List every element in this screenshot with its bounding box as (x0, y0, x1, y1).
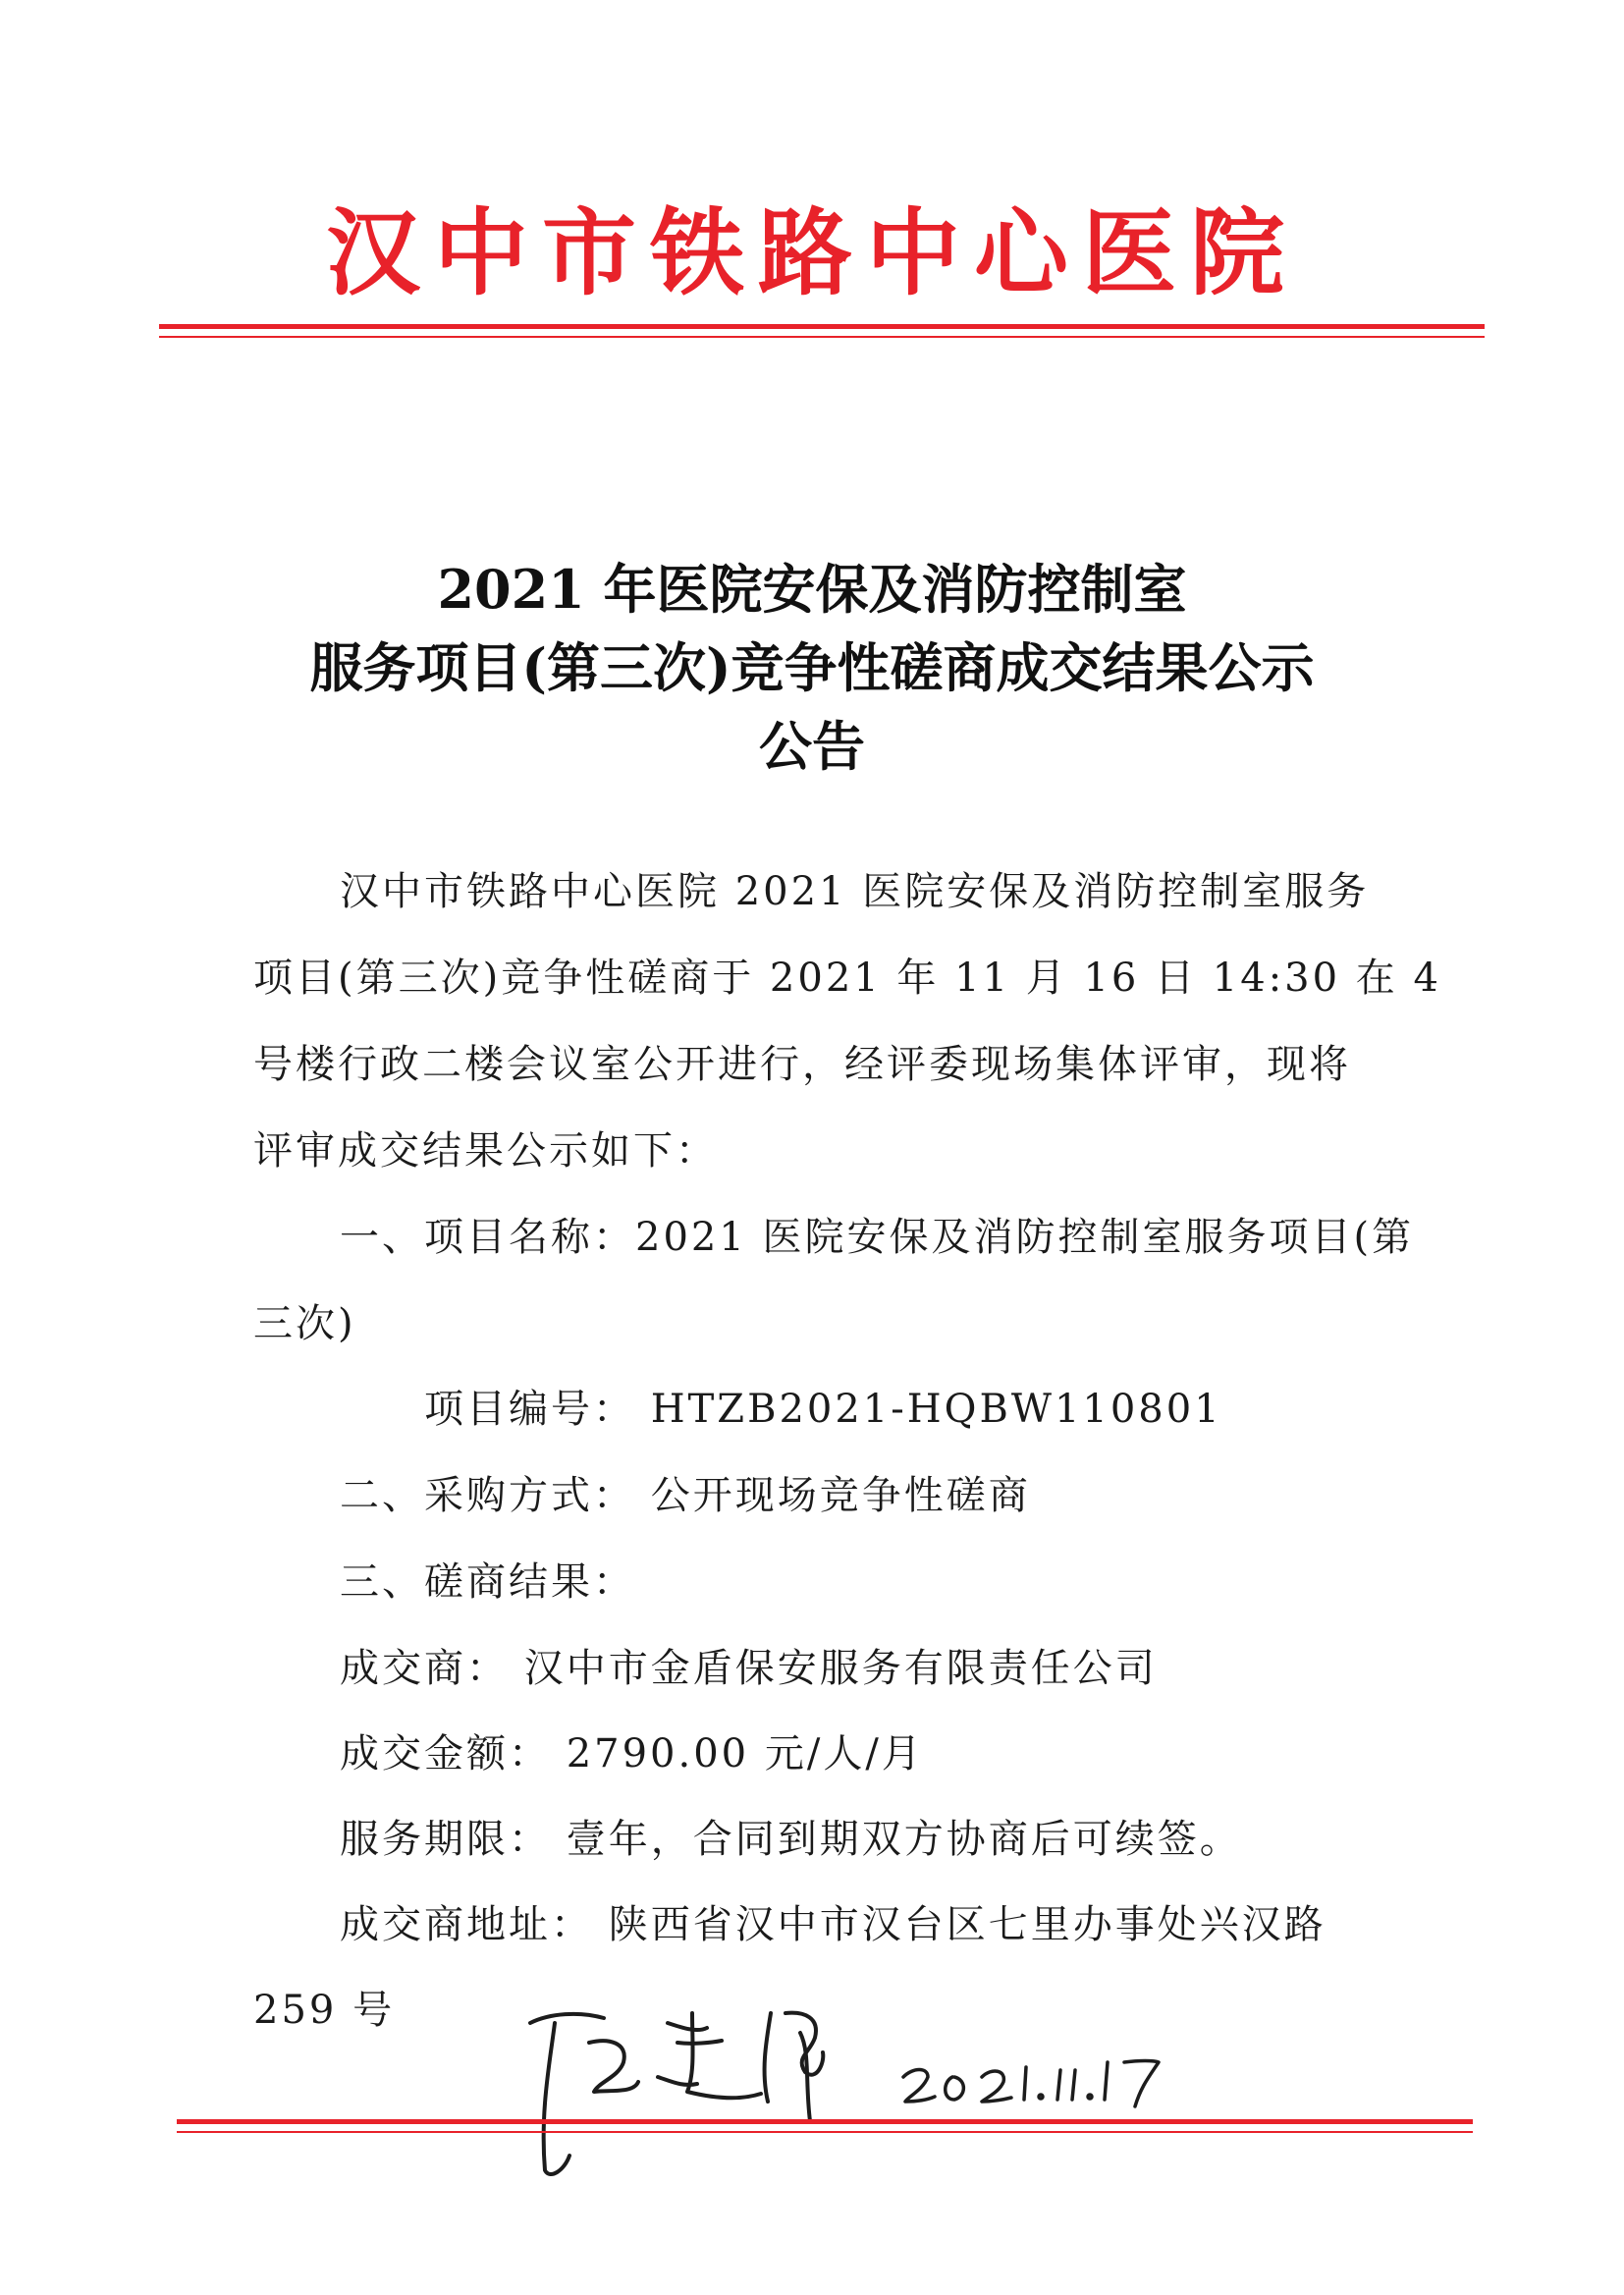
intro-line-4: 评审成交结果公示如下： (253, 1128, 718, 1174)
item-procurement-method: 二、采购方式： 公开现场竞争性磋商 (340, 1473, 1031, 1518)
intro-line-1: 汉中市铁路中心医院 2021 医院安保及消防控制室服务 (340, 869, 1370, 914)
item-project-name-line-1: 一、项目名称：2021 医院安保及消防控制室服务项目(第 (340, 1215, 1415, 1260)
letterhead-rule-thin (159, 336, 1485, 338)
footer-rule-thick (177, 2119, 1473, 2124)
handwritten-signature (511, 1984, 1218, 2200)
announcement-title (0, 550, 1624, 786)
winning-vendor: 成交商： 汉中市金盾保安服务有限责任公司 (340, 1646, 1158, 1691)
intro-line-2: 项目(第三次)竞争性磋商于 2021 年 11 月 16 日 14:30 在 4 (253, 956, 1441, 1001)
service-term: 服务期限： 壹年，合同到期双方协商后可续签。 (340, 1817, 1242, 1862)
item-results-heading: 三、磋商结果： (340, 1559, 635, 1605)
project-number: 项目编号： HTZB2021-HQBW110801 (424, 1387, 1222, 1432)
item-project-name-line-2: 三次) (253, 1301, 356, 1346)
intro-line-3: 号楼行政二楼会议室公开进行，经评委现场集体评审，现将 (253, 1042, 1351, 1087)
letterhead-title: 汉中市铁路中心医院 (326, 197, 1298, 308)
title-line-2: 服务项目(第三次)竞争性磋商成交结果公示 (309, 636, 1315, 699)
vendor-address-line-2: 259 号 (253, 1988, 396, 2033)
letterhead-rule-thick (159, 324, 1485, 329)
title-line-3: 公告 (759, 715, 865, 778)
vendor-address-line-1: 成交商地址： 陕西省汉中市汉台区七里办事处兴汉路 (340, 1902, 1326, 1947)
footer-rule-thin (177, 2131, 1473, 2133)
contract-amount: 成交金额： 2790.00 元/人/月 (340, 1731, 924, 1776)
title-line-1: 2021 年医院安保及消防控制室 (437, 558, 1187, 621)
